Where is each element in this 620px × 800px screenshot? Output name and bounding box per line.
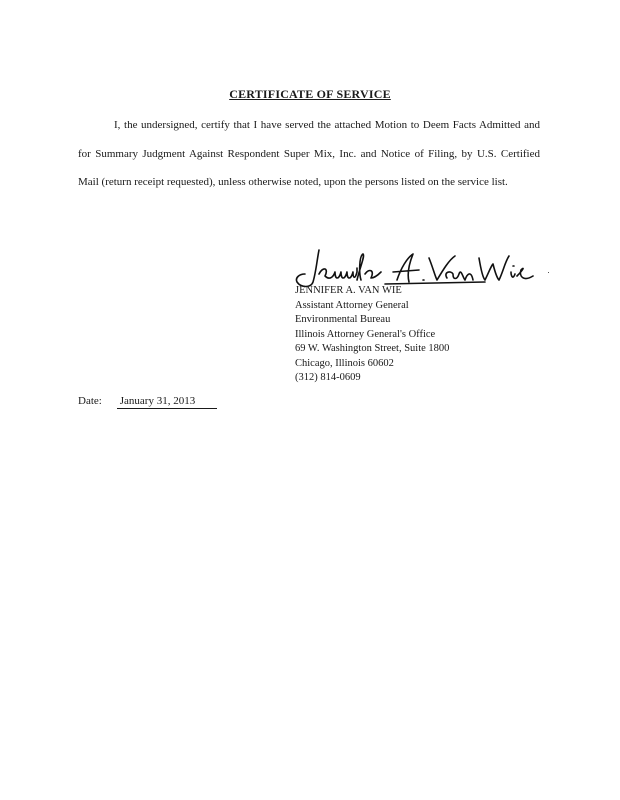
scan-speck (548, 272, 549, 273)
signature-lines (295, 284, 449, 386)
date-value: January 31, 2013 (117, 395, 217, 409)
date-label: Date: (78, 395, 102, 407)
signer-bureau: Environmental Bureau (295, 314, 391, 325)
signer-phone: (312) 814-0609 (295, 372, 361, 383)
certification-paragraph: I, the undersigned, certify that I have served the attached Motion to Deem Facts Admitted and for Summary Judgment Against Respondent Super Mix, Inc. and Notice of Filing, by U.S. Certified Mail (return receipt requested), unless otherwise noted, upon the persons listed on the service list. (78, 119, 540, 188)
signer-office: Illinois Attorney General's Office (295, 328, 436, 340)
signer-street: 69 W. Washington Street, Suite 1800 (295, 343, 450, 354)
certificate-body (78, 111, 540, 197)
signer-name: JENNIFER A. VAN WIE (295, 285, 402, 296)
certificate-title: CERTIFICATE OF SERVICE (229, 87, 391, 101)
date-line (78, 395, 217, 409)
signer-title: Assistant Attorney General (295, 299, 409, 311)
signer-city: Chicago, Illinois 60602 (295, 357, 394, 369)
